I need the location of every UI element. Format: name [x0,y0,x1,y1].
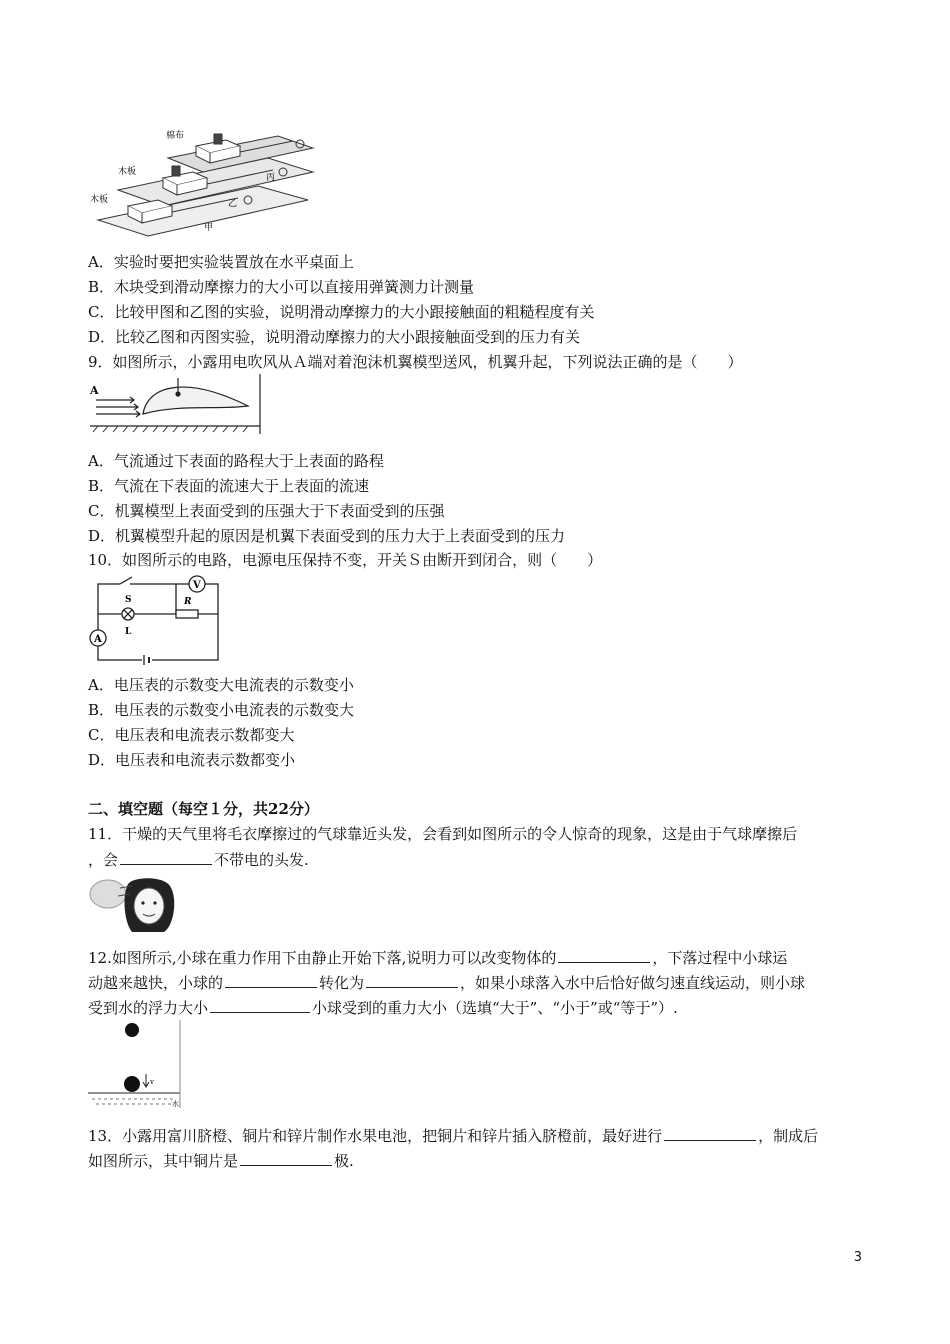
q11-line1: 11．干燥的天气里将毛衣摩擦过的气球靠近头发，会看到如图所示的令人惊奇的现象，这是由于气球摩擦后 [88,825,798,843]
friction-experiment-figure [88,128,318,238]
q9-stem: 9．如图所示，小露用电吹风从Ａ端对着泡沫机翼模型送风，机翼升起，下列说法正确的是（ ） [88,353,743,371]
q12-line3: 受到水的浮力大小 小球受到的重力大小（选填“大于”、“小于”或“等于”）. [88,996,678,1019]
q10-option-c: C．电压表和电流表示数都变大 [88,726,295,744]
falling-ball-figure [88,1020,184,1108]
q9-option-d: D．机翼模型升起的原因是机翼下表面受到的压力大于上表面受到的压力 [88,527,566,545]
balloon-hair-figure [88,876,184,934]
q8-option-d: D．比较乙图和丙图实验，说明滑动摩擦力的大小跟接触面受到的压力有关 [88,328,581,346]
circuit-lamp-label: L [125,627,132,637]
q11-line2: ，会 不带电的头发. [88,848,309,871]
q12-blank-1[interactable] [558,946,650,963]
q12-line1: 12.如图所示,小球在重力作用下由静止开始下落,说明力可以改变物体的 ，下落过程中小球运 [88,946,787,969]
wing-model-figure [88,374,263,438]
q9-option-a: A．气流通过下表面的路程大于上表面的路程 [88,452,384,470]
q9-option-b: B．气流在下表面的流速大于上表面的流速 [88,477,370,495]
section-title: 二、填空题（每空１分，共22分） [88,800,319,818]
q12-blank-3[interactable] [366,971,458,988]
q12-blank-4[interactable] [210,996,310,1013]
page-number: 3 [853,1250,862,1265]
q11-blank-1[interactable] [120,848,212,865]
label-jia: 甲 [204,223,214,233]
circuit-figure [88,572,228,668]
q10-option-a: A．电压表的示数变大电流表的示数变小 [88,676,354,694]
circuit-ammeter-label: A [94,634,102,645]
water-label: 水 [172,1100,179,1108]
q13-blank-2[interactable] [240,1149,332,1166]
q13-blank-1[interactable] [664,1124,756,1141]
circuit-switch-label: S [125,595,132,605]
q13-line1: 13．小露用富川脐橙、铜片和锌片制作水果电池，把铜片和锌片插入脐橙前，最好进行 ，制成后 [88,1124,818,1147]
q10-option-b: B．电压表的示数变小电流表的示数变大 [88,701,355,719]
q12-line2: 动越来越快，小球的 转化为 ，如果小球落入水中后恰好做匀速直线运动，则小球 [88,971,805,994]
q8-option-a: A．实验时要把实验装置放在水平桌面上 [88,253,354,271]
q10-option-d: D．电压表和电流表示数都变小 [88,751,296,769]
label-cotton: 棉布 [166,131,185,141]
label-wood-2: 木板 [90,195,109,205]
velocity-label: v [150,1078,154,1086]
q8-option-b: B．木块受到滑动摩擦力的大小可以直接用弹簧测力计测量 [88,278,475,296]
label-yi: 乙 [228,199,238,209]
circuit-resistor-label: R [184,597,192,607]
q8-option-c: C．比较甲图和乙图的实验，说明滑动摩擦力的大小跟接触面的粗糙程度有关 [88,303,595,321]
wing-label-a: A [90,384,99,397]
q13-line2: 如图所示，其中铜片是 极. [88,1149,354,1172]
q10-stem: 10．如图所示的电路，电源电压保持不变，开关Ｓ由断开到闭合，则（ ） [88,551,603,569]
label-bing: 丙 [266,173,276,183]
q9-option-c: C．机翼模型上表面受到的压强大于下表面受到的压强 [88,502,445,520]
q12-blank-2[interactable] [225,971,317,988]
label-wood-1: 木板 [118,167,137,177]
circuit-voltmeter-label: V [193,580,201,591]
